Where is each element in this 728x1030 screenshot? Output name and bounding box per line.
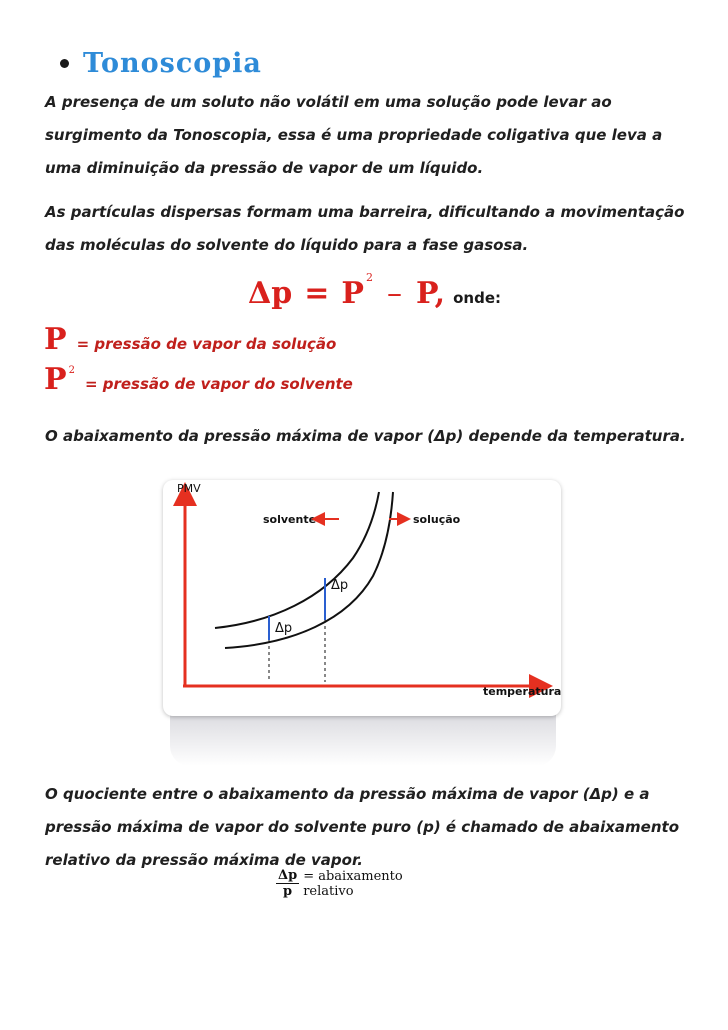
x-axis-label: temperatura: [483, 685, 561, 698]
formula-minus: –: [386, 276, 402, 311]
chart-svg: [163, 480, 561, 716]
vapor-pressure-chart: [163, 480, 561, 716]
relative-lowering-formula: [276, 868, 446, 916]
y-axis-label: PMV: [177, 482, 201, 495]
paragraph-intro: A presença de um soluto não volátil em uma solução pode levar ao surgimento da Tonoscopia, essa é uma propriedade coligativa que leva a uma diminuição da pressão de vapor de um líquido.: [45, 93, 663, 177]
definition-solution-pressure: [44, 322, 336, 357]
formula-equals: =: [304, 276, 330, 311]
delta-p-label-left: Δp: [275, 621, 293, 636]
formula-p: P,: [415, 276, 446, 311]
paragraph-particles: As partículas dispersas formam uma barreira, dificultando a movimentação das moléculas do solvente do líquido para a fase gasosa.: [45, 203, 685, 254]
relative-formula-label: = abaixamento relativo: [303, 868, 403, 899]
formula-onde: onde:: [453, 289, 502, 307]
definition-text: = pressão de vapor do solvente: [84, 375, 353, 393]
formula-p-zero-superscript: 2: [365, 271, 373, 284]
paragraph-relative: O quociente entre o abaixamento da pressão máxima de vapor (Δp) e a pressão máxima de vapor do solvente puro (p) é chamado de abaixamento relativo da pressão máxima de vapor.: [45, 785, 680, 869]
definition-symbol: P: [44, 362, 67, 397]
definition-symbol: P: [44, 322, 67, 357]
fraction-numerator: Δp: [278, 868, 298, 883]
paragraph-temperature: O abaixamento da pressão máxima de vapor (Δp) depende da temperatura.: [45, 427, 686, 445]
definition-superscript: 2: [68, 365, 75, 376]
formula-delta-p: Δp: [248, 276, 293, 311]
tonoscopy-formula: [248, 271, 502, 311]
definition-solvent-pressure: [44, 362, 353, 397]
bullet-icon: [60, 59, 69, 68]
definition-text: = pressão de vapor da solução: [76, 335, 337, 353]
legend-solvente: solvente: [263, 513, 317, 526]
fraction-denominator: p: [283, 884, 293, 899]
formula-p-zero: P: [341, 276, 364, 311]
section-heading: [60, 48, 262, 79]
legend-solucao: solução: [413, 513, 461, 526]
delta-p-label-right: Δp: [331, 578, 349, 593]
section-title: Tonoscopia: [83, 48, 262, 79]
